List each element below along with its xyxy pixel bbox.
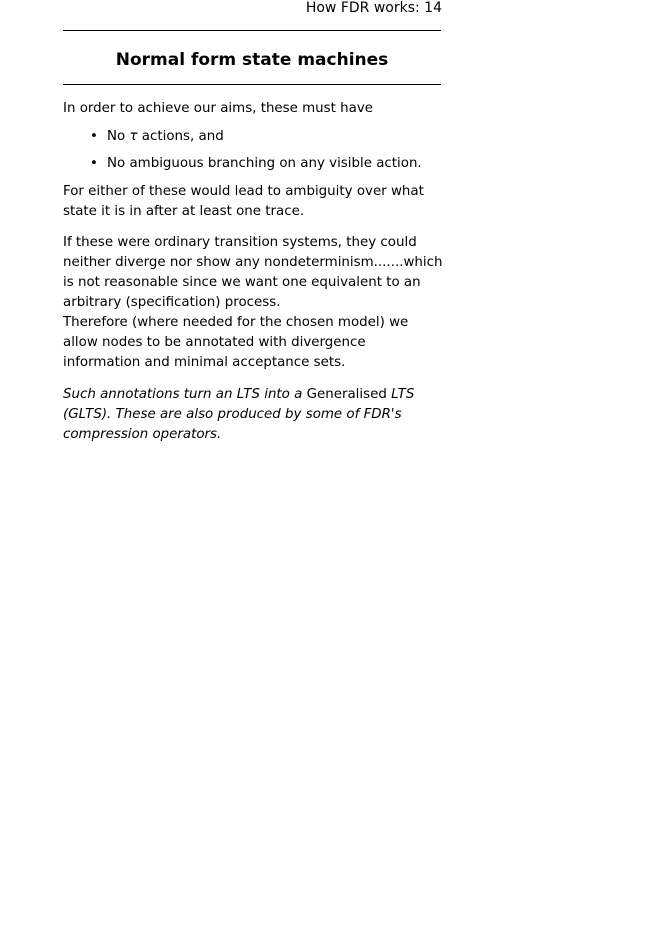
bullet-list — [63, 127, 445, 174]
bullet-1-prefix: No — [107, 129, 130, 144]
such-part-1: Such annotations turn an LTS into a — [63, 387, 307, 402]
running-head: How FDR works: 14 — [305, 0, 442, 16]
bullet-item-no-ambiguous — [63, 154, 445, 174]
title-bottom-rule — [63, 84, 441, 85]
bullet-dot-icon: • — [90, 129, 98, 144]
such-part-2: LTS (GLTS). These are also produced by some of FDR's compression operators. — [63, 387, 415, 442]
paragraph-therefore: Therefore (where needed for the chosen model) we allow nodes to be annotated with divergence information and minimal acceptance sets. — [63, 315, 409, 370]
paragraph-if: If these were ordinary transition systems, they could neither diverge nor show any nondeterminism.......which is not reasonable since we want one equivalent to an arbitrary (specification) process. — [63, 235, 443, 310]
paragraph-such — [63, 385, 445, 445]
paragraph-either: For either of these would lead to ambiguity over what state it is in after at least one trace. — [63, 184, 424, 219]
bullet-item-no-tau — [63, 127, 445, 147]
slide-body — [63, 99, 445, 445]
intro-paragraph: In order to achieve our aims, these must have — [63, 101, 374, 116]
tau-symbol: τ — [129, 129, 138, 144]
slide-title: Normal form state machines — [115, 50, 389, 70]
generalised-term: Generalised — [306, 387, 387, 402]
bullet-1-suffix: actions, and — [137, 129, 224, 144]
bullet-2-text: No ambiguous branching on any visible action. — [107, 156, 422, 171]
top-rule — [63, 30, 441, 31]
bullet-dot-icon: • — [90, 156, 98, 171]
